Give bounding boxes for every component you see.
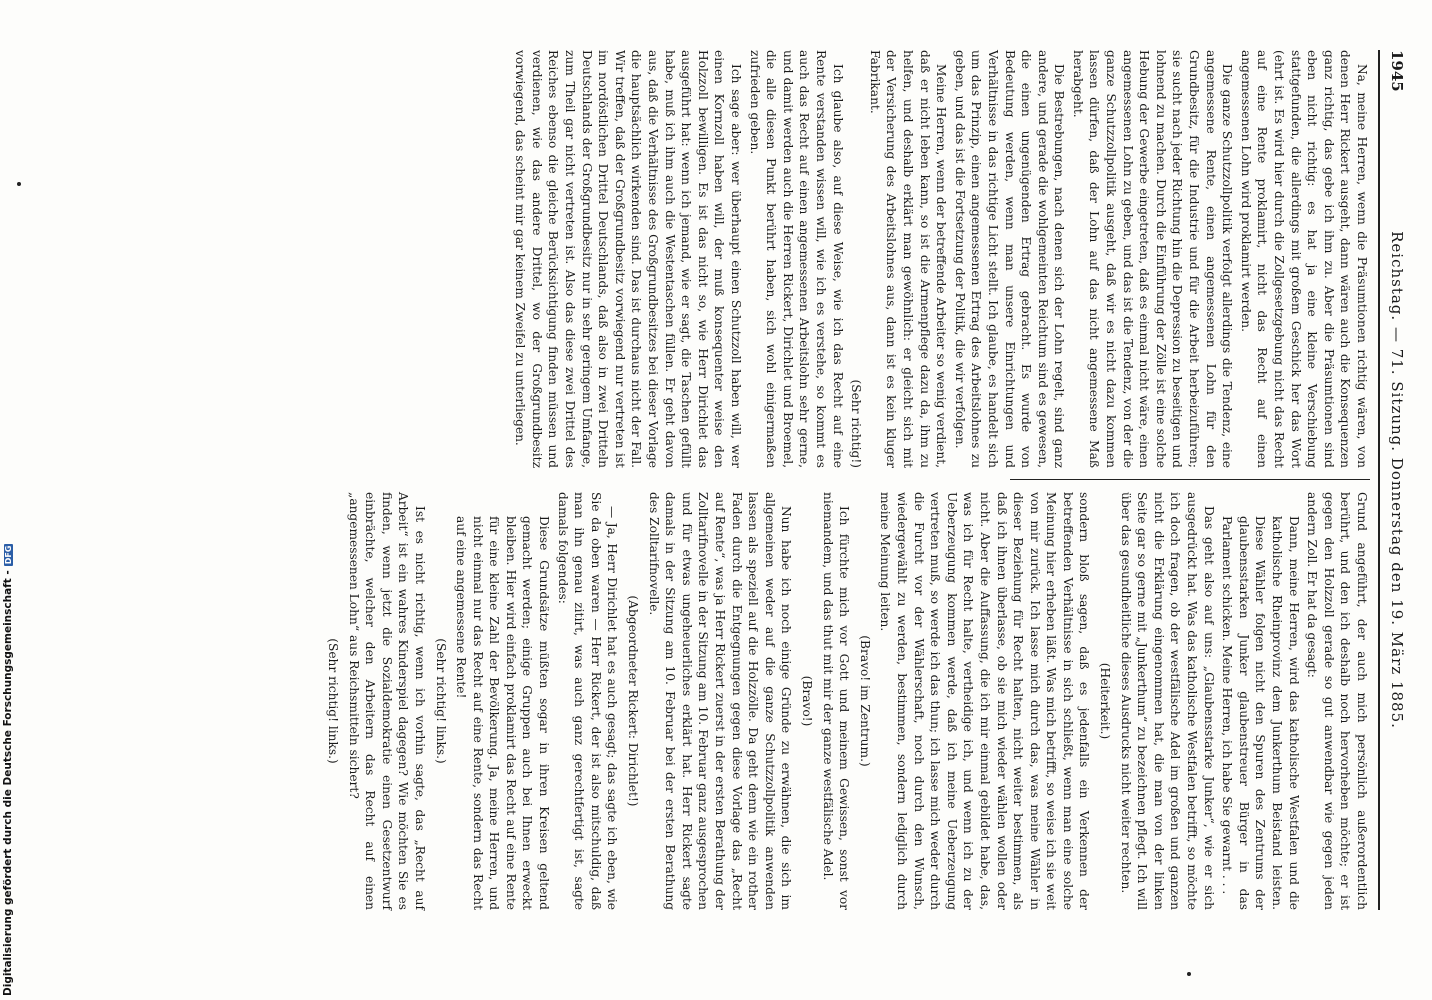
interjection: (Abgeordneter Rickert: Dirichlet!) — [626, 595, 641, 807]
dfg-logo-icon: DFG — [4, 545, 13, 565]
paragraph: Ich glaube also, auf diese Weise, wie ich das Recht auf eine Rente verstanden wissen will, wie ich es verstehe, so kommt es auch das Recht auf einen angemessenen Arbeitslohn sehr gerne, und damit werden auch die Herren Rickert, Dirichlet und Broemel, die alle diesen Punkt berührt haben, sich wohl einigermaßen zufrieden geben. — [747, 50, 845, 468]
paragraph: Grund angeführt, der auch mich persönlich außerordentlich berührt, und den ich deshalb noch hervorheben möchte; er ist gegen den Holzzoll gerade so gut anwendbar wie gegen jeden andern Zoll. Er hat da gesagt: — [1305, 492, 1369, 910]
interjection: (Sehr richtig! links.) — [433, 638, 448, 764]
paragraph: Die ganze Schutzzollpolitik verfolgt allerdings die Tendenz, eine angemessene Rente, einen angemessenen Lohn für den Grundbesitz, für die Industrie und für die Arbeit herbeizuführen; sie sucht nach jeder Richtung hin die Depression zu beseitigen und lohnend zu machen. Durch die Einführung der Zölle ist eine solche Hebung der Gewerbe eingetreten, daß es einmal nicht wäre, einen angemessenen Lohn zu geben, und das ist die Tendenz, von der die ganze Schutzzollpolitik ausgeht, daß wir es nicht dazu kommen lassen dürfen, daß der Lohn auf das nicht angemessene Maß herabgeht. — [1070, 50, 1235, 468]
page-header — [1378, 50, 1410, 910]
scan-speck — [1187, 972, 1191, 976]
rotated-page-content — [20, 40, 1410, 920]
interjection: (Sehr richtig! links.) — [325, 638, 340, 764]
paragraph: Die Bestrebungen, nach denen sich der Lohn regelt, sind ganz andere, und gerade die wohlgemeinten Reichtum sind es gewesen, die einen ungenügenden Ertrag gebracht. Es wurde von Bedeutung werden, wenn man unsere Einrichtungen und Verhältnisse in das richtige Licht stellt. Ich glaube, es handelt sich um das Prinzip, einen angemessenen Ertrag des Arbeitslohnes zu geben, und das ist die Fortsetzung der Politik, die wir verfolgen. — [952, 50, 1067, 468]
scan-speck — [17, 182, 21, 186]
paragraph: Nun habe ich noch einige Gründe zu erwähnen, die sich im allgemeinen weder auf die ganze Schutzzollpolitik anwenden lassen als speziell auf die Holzzölle. Da geht denn wie ein rother Faden durch die Entgegnungen gegen diese Vorlage das „Recht auf Rente“, was ja Herr Rickert zuerst in der ersten Berathung der Zolltarifnovelle in der Sitzung am 10. Februar ganz ausgesprochen und für etwas ungeheuerliches erklärt hat. Herr Rickert sagte damals in der Sitzung am 10. Februar bei der ersten Berathung des Zolltarifnovelle. — [646, 492, 794, 910]
paragraph: sondern bloß sagen, daß es jedenfalls ein Verkennen der betreffenden Verhältnisse in sich schließt, wenn man eine solche Meinung hier erheben läßt. Was mich betrifft, so weise ich sie weit von mir zurück. Ich lasse mich durch das, was meine Wähler in dieser Beziehung für Recht halten, nicht weiter bestimmen, als daß ich ihnen überlasse, ob sie mich wieder wählen wollen oder nicht. Aber die Auffassung, die ich mir einmal gebildet habe, das, was ich für Recht halte, vertheidige ich, und wenn ich zu der Ueberzeugung kommen werde, daß ich meine Ueberzeugung vertreten muß, so werde ich das thun; ich lasse mich weder durch die Furcht vor der Wählerschaft, noch durch den Wunsch, wiedergewählt zu werden, bestimmen, sondern lediglich durch meine Meinung leiten. — [878, 492, 1092, 910]
paragraph: Na, meine Herren, wenn die Präsumtionen richtig wären, von denen Herr Rickert ausgeht, dann wären auch die Konsequenzen ganz richtig, das gebe ich ihm zu. Aber die Präsumtionen sind eben nicht richtig: es hat ja eine kleine Verschiebung stattgefunden, die allerdings mit großem Geschick her das Wort (ehrt ist. Es wird hier durch die Zollgesetzgebung nicht das Recht auf eine Rente proklamirt, nicht das Recht auf einen angemessenen Lohn wird proklamirt werden. — [1238, 50, 1369, 468]
interjection: (Sehr richtig!) — [849, 379, 864, 468]
credit-text: Digitalisierung gefördert durch die Deutsche Forschungsgemeinschaft - — [2, 570, 14, 996]
paragraph: — Ja, Herr Dirichlet hat es auch gesagt; das sagte ich eben, wie Sie da oben waren — Herr Rickert, der ist also mitschuldig, daß man ihn genau zitirt, was auch ganz gerechtfertigt ist, sagte damals folgendes: — [555, 492, 620, 910]
page-number: 1945 — [1388, 50, 1406, 92]
interjection: (Heiterkeit.) — [1098, 662, 1113, 740]
paragraph: Das geht also auf uns: „Glaubensstarke Junker“, wie er sich ausgedrückt hat. Was das katholische Westfalen betrifft, so möchte ich doch fragen, ob der westfälische Adel im großen und ganzen nicht die Erklärung eingenommen hat, die man von der linken Seite gar so gerne mit „Junkerthum“ zu bezeichnen pflegt. Ich will über das gesundheitliche dieses Ausdrucks nicht weiter rechten. — [1118, 492, 1216, 910]
text-column-left — [510, 50, 1370, 468]
paragraph: Ich sage aber: wer überhaupt einen Schutzzoll haben will, wer einen Kornzoll haben will, der muß konsequenter weise den Holzzoll bewilligen. Es ist das nicht so, wie Herr Dirichlet das ausgeführt hat: wenn ich jemand, wie er sagt, die Taschen gefüllt habe, muß ich ihm auch die Westentaschen füllen. Er geht davon aus, daß die Verhältnisse des Großgrundbesitzes bei dieser Vorlage die hauptsächlich wirkenden sind. Das ist durchaus nicht der Fall. Wir treffen, daß der Großgrundbesitz vorwiegend nur vertreten ist im nordöstlichen Drittel Deutschlands, daß also in zwei Dritteln Deutschlands der Großgrundbesitz nur in sehr geringem Umfange, zum Theil gar nicht vertreten ist. Also das diese zwei Drittel des Reiches ebenso die gleiche Berücksichtigung finden müssen und verdienen, wie das andere Drittel, wo der Großgrundbesitz vorwiegend, das scheint mir gar keinem Zweifel zu unterliegen. — [513, 50, 744, 468]
quotation: Dann, meine Herren, wird das katholische Westfalen und die katholische Rheinprovinz dem Junkerthum Beistand leisten. Diese Wähler folgen nicht den Spuren des Zentrums der glaubensstarken Junker glaubenstreuer Bürger in das Parlament schicken. Meine Herren, ich habe Sie gewarnt . . . — [1220, 516, 1301, 910]
paragraph: Ich fürchte mich vor Gott und meinem Gewissen, sonst vor niemandem, und das thut mit mir der ganze westfälische Adel. — [820, 492, 852, 910]
running-title: Reichstag. — 71. Sitzung. Donnerstag den 19. März 1885. — [1388, 231, 1406, 729]
digitization-credit — [2, 544, 14, 996]
column-divider — [1010, 479, 1370, 480]
paragraph: Meine Herren, wenn der betreffende Arbeiter so wenig verdient, daß er nicht leben kann, so ist die Armenpflege dazu da, ihm zu helfen, und deshalb erklärt man gewöhnlich: er gleicht sich mit der Versicherung des Arbeitslohnes aus, dann ist es kein kluger Fabrikant. — [867, 50, 949, 468]
interjection: (Bravo! im Zentrum.) — [857, 635, 872, 767]
paragraph: Ist es nicht richtig, wenn ich vorhin sagte, das „Recht auf Arbeit“ ist ein wahres Kinderspiel dagegen? Wie möchten Sie es finden, wenn jetzt die Sozialdemokratie einen Gesetzentwurf einbrächte, welcher den Arbeitern das Recht auf einen „angemessenen Lohn“ aus Reichsmitteln sichert? — [346, 492, 427, 910]
text-column-right — [320, 492, 1370, 910]
quotation: Diese Grundsätze müßten sogar in ihren Kreisen geltend gemacht werden; einige Gruppen auch bei Ihnen erweckt bleiben. Hier wird einfach proklamirt das Recht auf eine Rente für eine kleine Zahl der Bevölkerung. Ja, meine Herren, und nicht einmal nur das Recht auf eine Rente, sondern das Recht auf eine angemessene Rente! — [454, 516, 552, 910]
interjection: (Bravo!) — [800, 675, 814, 727]
